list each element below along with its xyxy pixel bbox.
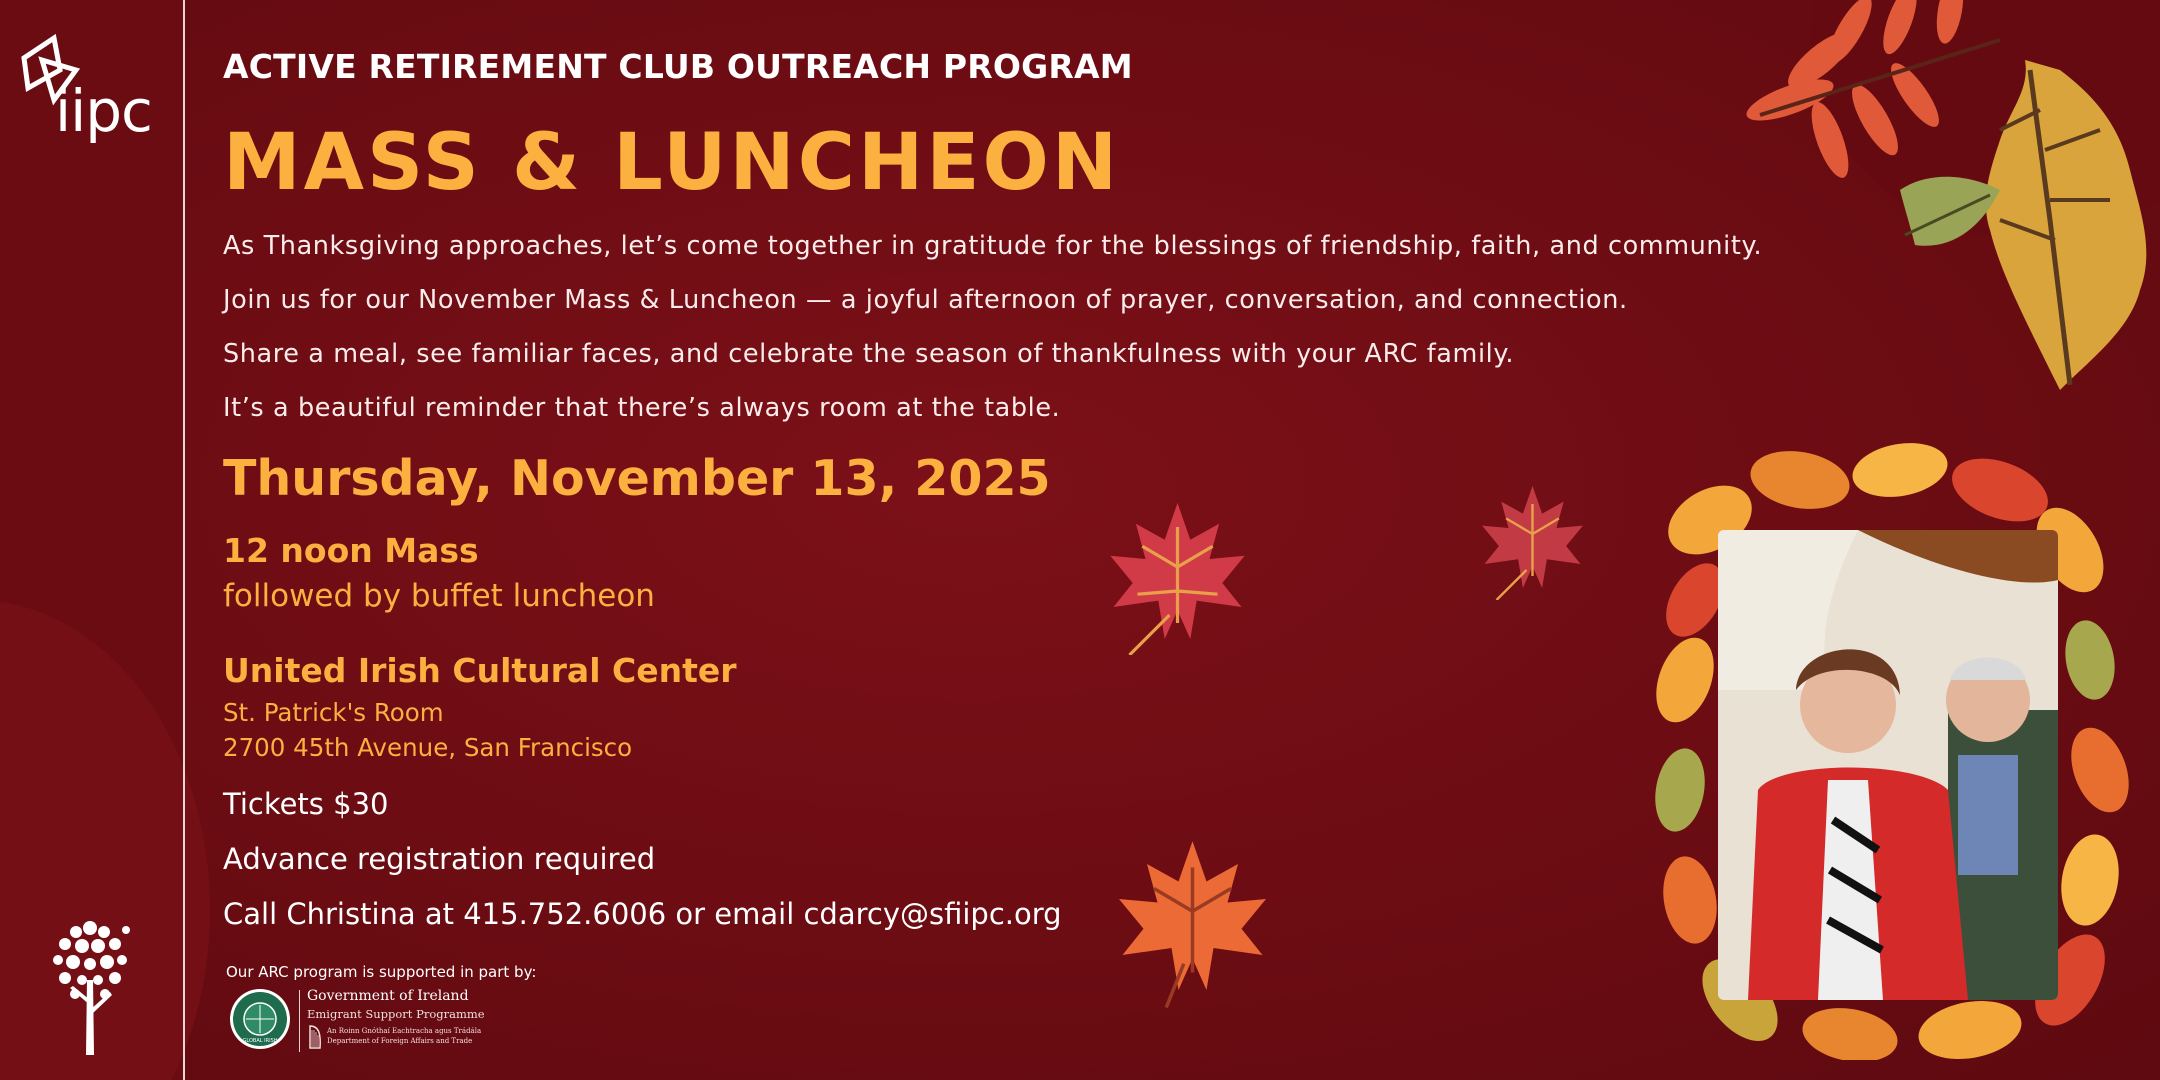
registration-note: Advance registration required (223, 842, 656, 876)
global-irish-badge-icon (229, 988, 291, 1050)
intro-line: As Thanksgiving approaches, let’s come together in gratitude for the blessings of friendship, faith, and community. (223, 231, 1763, 261)
venue-room: St. Patrick's Room (223, 698, 444, 727)
maple-leaf-icon (1095, 495, 1260, 655)
ticket-price: Tickets $30 (223, 787, 389, 821)
support-label: Our ARC program is supported in part by: (226, 963, 537, 981)
intro-text (223, 230, 1762, 446)
couple-photo (1718, 530, 2058, 1000)
maple-leaf-icon (1105, 830, 1280, 1010)
intro-line: It’s a beautiful reminder that there’s always room at the table. (223, 393, 1061, 423)
gov-program: Emigrant Support Programme (307, 1007, 485, 1021)
venue-address: 2700 45th Avenue, San Francisco (223, 733, 633, 762)
event-date: Thursday, November 13, 2025 (223, 450, 1051, 507)
page-title: MASS & LUNCHEON (223, 118, 1121, 208)
luncheon-note: followed by buffet luncheon (223, 578, 655, 614)
venue-name: United Irish Cultural Center (223, 651, 737, 690)
harp-icon (307, 1024, 323, 1050)
contact-info: Call Christina at 415.752.6006 or email cdarcy@sfiipc.org (223, 897, 1062, 931)
svg-text:GLOBAL IRISH: GLOBAL IRISH (242, 1038, 278, 1044)
program-name: ACTIVE RETIREMENT CLUB OUTREACH PROGRAM (223, 47, 1133, 86)
mass-time: 12 noon Mass (223, 531, 479, 570)
sidebar-divider (183, 0, 185, 1080)
intro-line: Join us for our November Mass & Luncheon — a joyful afternoon of prayer, conversation, and connection. (223, 285, 1628, 315)
intro-line: Share a meal, see familiar faces, and celebrate the season of thankfulness with your ARC family. (223, 339, 1515, 369)
support-divider (299, 990, 300, 1052)
dept-name-irish: An Roinn Gnóthaí Eachtracha agus Trádála (327, 1027, 482, 1035)
maple-leaf-icon (1470, 480, 1595, 600)
tree-icon (40, 910, 140, 1060)
gov-name: Government of Ireland (307, 988, 469, 1004)
logo-wordmark: iipc (55, 77, 152, 145)
oak-leaf-icon (1700, 0, 2160, 400)
dept-name-english: Department of Foreign Affairs and Trade (327, 1037, 473, 1045)
